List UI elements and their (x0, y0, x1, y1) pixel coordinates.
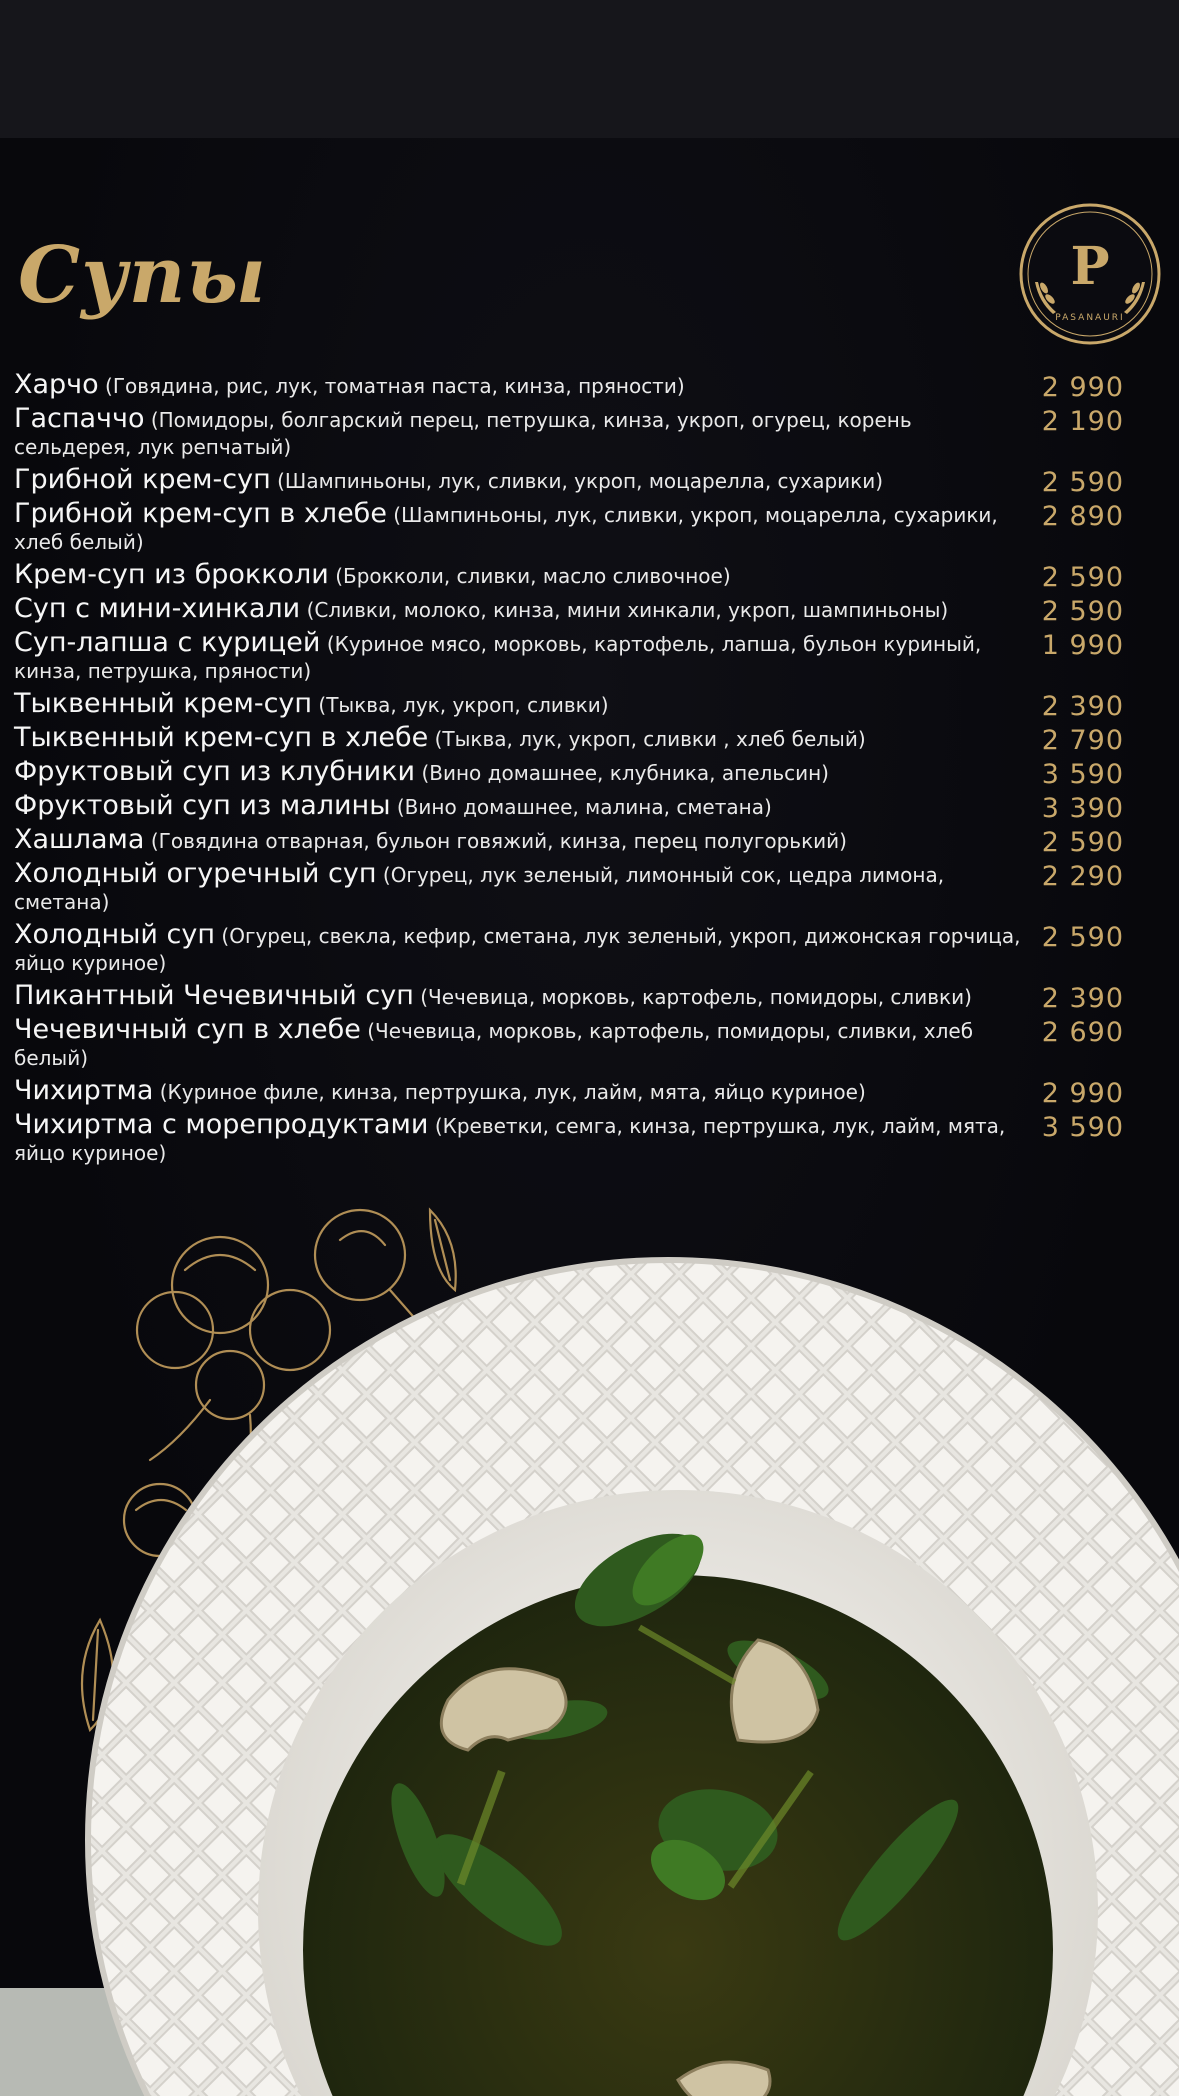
menu-item-price: 2 590 (1041, 922, 1124, 953)
menu-item-text (14, 466, 1024, 495)
top-status-bar (0, 0, 1179, 138)
menu-item (14, 722, 1164, 756)
menu-item-price: 2 290 (1041, 861, 1124, 892)
menu-item-name: Чечевичный суп в хлебе (14, 1014, 361, 1045)
menu-item (14, 629, 1164, 685)
menu-item-description: (Вино домашнее, клубника, апельсин) (421, 761, 829, 785)
menu-item-description: (Куриное мясо, морковь, картофель, лапша, бульон куриный, кинза, петрушка, пряности) (14, 632, 982, 683)
menu-item-description: (Говядина отварная, бульон говяжий, кинза, перец полугорький) (150, 829, 847, 853)
menu-item-description: (Огурец, свекла, кефир, сметана, лук зеленый, укроп, дижонская горчица, яйцо куриное) (14, 924, 1021, 975)
menu-item-price: 1 990 (1041, 630, 1124, 661)
menu-item (14, 1075, 1164, 1109)
menu-item-text (14, 724, 1024, 753)
menu-item-name: Суп-лапша с курицей (14, 627, 321, 658)
menu-item (14, 500, 1164, 556)
menu-item-text (14, 561, 1024, 590)
menu-item-text (14, 826, 1024, 855)
menu-item (14, 559, 1164, 593)
menu-item-price: 2 590 (1041, 562, 1124, 593)
menu-item-price: 3 590 (1041, 1112, 1124, 1143)
menu-item-text (14, 1077, 1024, 1106)
menu-item-text (14, 405, 1024, 461)
menu-item-price: 2 890 (1041, 501, 1124, 532)
menu-item (14, 1111, 1164, 1167)
menu-item-price: 2 190 (1041, 406, 1124, 437)
menu-item (14, 756, 1164, 790)
menu-item (14, 980, 1164, 1014)
menu-list (14, 371, 1164, 1172)
menu-item-description: (Чечевица, морковь, картофель, помидоры, сливки, хлеб белый) (14, 1019, 974, 1070)
menu-item-description: (Говядина, рис, лук, томатная паста, кинза, пряности) (105, 374, 685, 398)
menu-item-price: 3 390 (1041, 793, 1124, 824)
menu-item-description: (Огурец, лук зеленый, лимонный сок, цедра лимона, сметана) (14, 863, 945, 914)
menu-item-text (14, 860, 1024, 916)
menu-item-text (14, 1111, 1024, 1167)
svg-text:PASANAURI: PASANAURI (1055, 313, 1125, 323)
menu-item-text (14, 982, 1024, 1011)
menu-item-name: Холодный суп (14, 919, 216, 950)
menu-item-description: (Тыква, лук, укроп, сливки , хлеб белый) (434, 727, 866, 751)
menu-item-name: Холодный огуречный суп (14, 858, 377, 889)
menu-item (14, 369, 1164, 403)
menu-item-name: Гаспаччо (14, 403, 145, 434)
menu-item-price: 2 990 (1041, 372, 1124, 403)
menu-item-description: (Чечевица, морковь, картофель, помидоры, сливки) (420, 985, 972, 1009)
menu-item-text (14, 371, 1024, 400)
menu-item-text (14, 758, 1024, 787)
menu-item-name: Хашлама (14, 824, 145, 855)
menu-item (14, 824, 1164, 858)
menu-item-text (14, 500, 1024, 556)
menu-item-name: Фруктовый суп из малины (14, 790, 391, 821)
menu-item-text (14, 690, 1024, 719)
menu-item-price: 2 790 (1041, 725, 1124, 756)
menu-item-name: Грибной крем-суп (14, 464, 271, 495)
menu-item (14, 405, 1164, 461)
svg-text:P: P (1070, 236, 1110, 297)
menu-item (14, 593, 1164, 627)
menu-item-name: Харчо (14, 369, 99, 400)
menu-item (14, 1016, 1164, 1072)
menu-item-description: (Вино домашнее, малина, сметана) (396, 795, 772, 819)
menu-item (14, 921, 1164, 977)
menu-item-name: Крем-суп из брокколи (14, 559, 329, 590)
menu-item-description: (Шампиньоны, лук, сливки, укроп, моцарелла, сухарики, хлеб белый) (14, 503, 998, 554)
menu-item-name: Грибной крем-суп в хлебе (14, 498, 387, 529)
menu-item-description: (Тыква, лук, укроп, сливки) (318, 693, 609, 717)
menu-item-text (14, 595, 1024, 624)
menu-item (14, 464, 1164, 498)
menu-item-name: Фруктовый суп из клубники (14, 756, 416, 787)
menu-item-name: Чихиртма (14, 1075, 154, 1106)
menu-item-text (14, 629, 1024, 685)
menu-item-price: 2 390 (1041, 983, 1124, 1014)
menu-item-text (14, 1016, 1024, 1072)
menu-item-description: (Шампиньоны, лук, сливки, укроп, моцарелла, сухарики) (277, 469, 884, 493)
menu-item-description: (Помидоры, болгарский перец, петрушка, кинза, укроп, огурец, корень сельдерея, лук репчатый) (14, 408, 912, 459)
menu-item-name: Чихиртма с морепродуктами (14, 1109, 429, 1140)
menu-item-price: 2 590 (1041, 596, 1124, 627)
menu-item-price: 3 590 (1041, 759, 1124, 790)
menu-item (14, 860, 1164, 916)
menu-item-price: 2 990 (1041, 1078, 1124, 1109)
pasanauri-logo-icon (1018, 202, 1162, 346)
menu-item-name: Суп с мини-хинкали (14, 593, 301, 624)
menu-item-text (14, 921, 1024, 977)
menu-item-text (14, 792, 1024, 821)
menu-item (14, 688, 1164, 722)
menu-item-name: Тыквенный крем-суп в хлебе (14, 722, 429, 753)
menu-item-price: 2 390 (1041, 691, 1124, 722)
menu-item-price: 2 590 (1041, 467, 1124, 498)
menu-item-description: (Сливки, молоко, кинза, мини хинкали, укроп, шампиньоны) (306, 598, 949, 622)
menu-item-description: (Куриное филе, кинза, пертрушка, лук, лайм, мята, яйцо куриное) (159, 1080, 866, 1104)
soup-plate-image (78, 1250, 1179, 2096)
menu-item-name: Тыквенный крем-суп (14, 688, 313, 719)
section-title: Супы (18, 230, 267, 321)
menu-item-name: Пикантный Чечевичный суп (14, 980, 414, 1011)
menu-item-description: (Креветки, семга, кинза, пертрушка, лук, лайм, мята, яйцо куриное) (14, 1114, 1006, 1165)
menu-item (14, 790, 1164, 824)
menu-item-description: (Брокколи, сливки, масло сливочное) (335, 564, 731, 588)
menu-item-price: 2 690 (1041, 1017, 1124, 1048)
menu-item-price: 2 590 (1041, 827, 1124, 858)
